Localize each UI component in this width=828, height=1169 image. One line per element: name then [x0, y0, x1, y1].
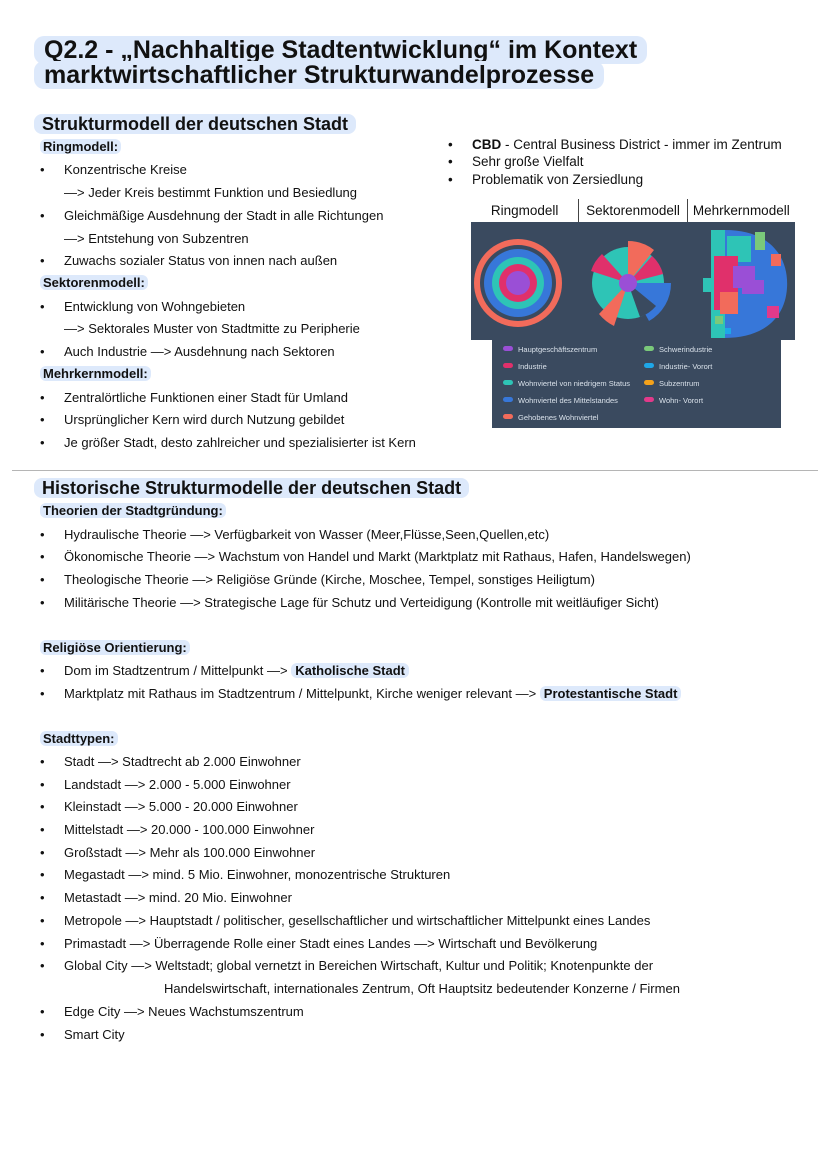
figure-tab-ringmodell: Ringmodell	[471, 199, 579, 222]
legend-swatch	[503, 397, 513, 402]
list-item: • Edge City —> Neues Wachstumszentrum	[40, 1004, 304, 1019]
figure-legend	[492, 340, 781, 428]
section-heading-strukturmodell: Strukturmodell der deutschen Stadt	[34, 113, 356, 135]
legend-item: Wohnviertel des Mittelstandes	[503, 396, 618, 406]
list-item-indent: —> Sektorales Muster von Stadtmitte zu Peripherie	[64, 321, 360, 336]
list-item: • Problematik von Zersiedlung	[448, 172, 644, 187]
ring-model-graphic	[474, 239, 562, 327]
figure-tab-mehrkernmodell: Mehrkernmodell	[692, 203, 790, 218]
list-item: • Dom im Stadtzentrum / Mittelpunkt —> Katholische Stadt	[40, 663, 409, 679]
legend-swatch	[503, 414, 513, 419]
legend-item: Industrie	[503, 362, 547, 372]
list-item: • Sehr große Vielfalt	[448, 154, 584, 169]
list-item: • Konzentrische Kreise	[40, 162, 187, 177]
list-item-indent: —> Jeder Kreis bestimmt Funktion und Besiedlung	[64, 185, 358, 200]
list-item: • Metropole —> Hauptstadt / politischer, gesellschaftlicher und wirtschaftlicher Mittelpunkt eines Landes	[40, 913, 651, 928]
list-item: • Gleichmäßige Ausdehnung der Stadt in alle Richtungen	[40, 208, 384, 223]
list-item: • Landstadt —> 2.000 - 5.000 Einwohner	[40, 777, 291, 792]
legend-swatch	[644, 397, 654, 402]
subheading-theorien: Theorien der Stadtgründung:	[40, 503, 226, 519]
list-item: • Theologische Theorie —> Religiöse Gründe (Kirche, Moschee, Tempel, sonstiges Heiligtum)	[40, 572, 595, 587]
list-item: • Global City —> Weltstadt; global vernetzt in Bereichen Wirtschaft, Kultur und Politik; Knotenpunkte der	[40, 958, 654, 973]
legend-swatch	[503, 363, 513, 368]
list-item: • Entwicklung von Wohngebieten	[40, 299, 246, 314]
legend-item: Schwerindustrie	[644, 345, 712, 355]
list-item: • Zuwachs sozialer Status von innen nach außen	[40, 253, 338, 268]
list-item: • Mittelstadt —> 20.000 - 100.000 Einwohner	[40, 822, 315, 837]
list-item: • Metastadt —> mind. 20 Mio. Einwohner	[40, 890, 292, 905]
figure-model-tabs	[471, 199, 795, 222]
legend-swatch	[503, 346, 513, 351]
subheading-religion: Religiöse Orientierung:	[40, 640, 190, 656]
section-heading-historisch: Historische Strukturmodelle der deutschen Stadt	[34, 477, 469, 499]
list-item: • Stadt —> Stadtrecht ab 2.000 Einwohner	[40, 754, 301, 769]
list-item: • Zentralörtliche Funktionen einer Stadt für Umland	[40, 390, 348, 405]
legend-item: Subzentrum	[644, 379, 699, 389]
subheading-mehrkernmodell: Mehrkernmodell:	[40, 366, 151, 382]
legend-item: Hauptgeschäftszentrum	[503, 345, 597, 355]
legend-swatch	[644, 346, 654, 351]
list-item: • Kleinstadt —> 5.000 - 20.000 Einwohner	[40, 799, 298, 814]
subheading-ringmodell: Ringmodell:	[40, 139, 121, 155]
legend-swatch	[644, 363, 654, 368]
legend-item: Industrie- Vorort	[644, 362, 712, 372]
list-item: • Ökonomische Theorie —> Wachstum von Handel und Markt (Marktplatz mit Rathaus, Hafen, Handelswegen)	[40, 549, 691, 564]
list-item: • Megastadt —> mind. 5 Mio. Einwohner, monozentrische Strukturen	[40, 867, 451, 882]
list-item: • Marktplatz mit Rathaus im Stadtzentrum / Mittelpunkt, Kirche weniger relevant —> Protestantische Stadt	[40, 686, 681, 702]
list-item-cbd: • CBD - Central Business District - immer im Zentrum	[448, 137, 782, 152]
figure-tab-sektorenmodell: Sektorenmodell	[579, 199, 687, 222]
list-item: • Großstadt —> Mehr als 100.000 Einwohner	[40, 845, 316, 860]
list-item: • Auch Industrie —> Ausdehnung nach Sektoren	[40, 344, 335, 359]
legend-item: Wohn- Vorort	[644, 396, 703, 406]
sector-model-graphic	[591, 241, 671, 326]
subheading-stadttypen: Stadttypen:	[40, 731, 118, 747]
legend-item: Wohnviertel von niedrigem Status	[503, 379, 630, 389]
models-illustration	[471, 222, 795, 340]
legend-item: Gehobenes Wohnviertel	[503, 413, 598, 423]
list-item-indent: —> Entstehung von Subzentren	[64, 231, 249, 246]
figure-models-diagram	[471, 222, 795, 340]
multiple-nuclei-model-graphic	[703, 230, 787, 338]
list-item: • Je größer Stadt, desto zahlreicher und spezialisierter ist Kern	[40, 435, 416, 450]
page-title: Q2.2 - „Nachhaltige Stadtentwicklung“ im Kontext marktwirtschaftlicher Strukturwandelprozesse	[34, 38, 714, 88]
legend-swatch	[644, 380, 654, 385]
legend-swatch	[503, 380, 513, 385]
list-item: • Hydraulische Theorie —> Verfügbarkeit von Wasser (Meer,Flüsse,Seen,Quellen,etc)	[40, 527, 550, 542]
list-item: • Militärische Theorie —> Strategische Lage für Schutz und Verteidigung (Kontrolle mit weitläufiger Sicht)	[40, 595, 659, 610]
section-divider	[12, 470, 818, 471]
subheading-sektorenmodell: Sektorenmodell:	[40, 275, 148, 291]
list-item: • Ursprünglicher Kern wird durch Nutzung gebildet	[40, 412, 345, 427]
list-item: • Primastadt —> Überragende Rolle einer Stadt eines Landes —> Wirtschaft und Bevölkerung	[40, 936, 598, 951]
list-item-continuation: Handelswirtschaft, internationales Zentrum, Oft Hauptsitz bedeutender Konzerne / Firmen	[164, 981, 680, 996]
list-item: • Smart City	[40, 1027, 125, 1042]
